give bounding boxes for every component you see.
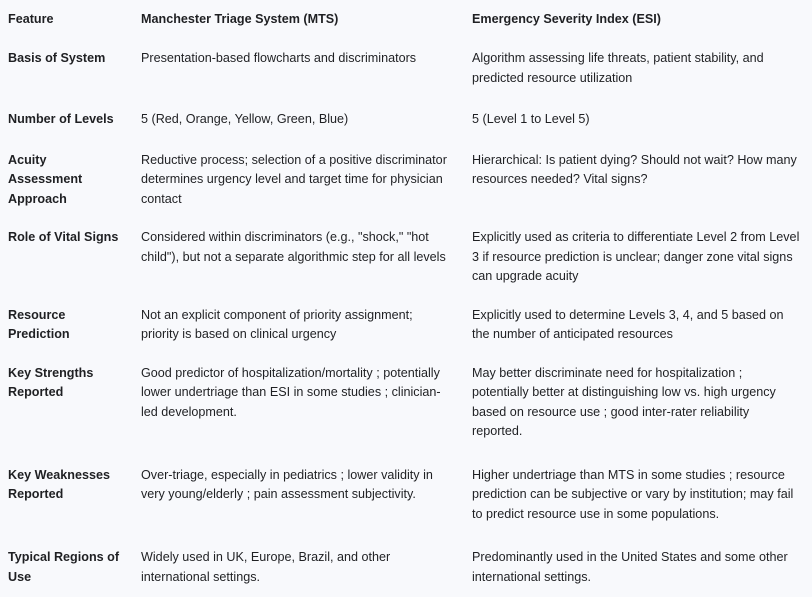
row-value-mts: Widely used in UK, Europe, Brazil, and other international settings. [141, 550, 391, 584]
column-header-mts: Manchester Triage System (MTS) [141, 12, 339, 26]
row-label: Acuity Assessment Approach [8, 152, 83, 206]
row-value-mts: Not an explicit component of priority assignment; priority is based on clinical urgency [141, 307, 413, 341]
row-value-esi: Predominantly used in the United States and some other international settings. [472, 550, 788, 584]
row-value-mts: Presentation-based flowcharts and discriminators [141, 51, 417, 65]
table-row [0, 537, 812, 597]
row-label: Typical Regions of Use [8, 550, 120, 584]
row-value-esi: Algorithm assessing life threats, patient stability, and predicted resource utilization [472, 51, 764, 85]
table-row [0, 40, 812, 99]
table-row [0, 218, 812, 296]
table-row [0, 141, 812, 219]
row-label: Basis of System [8, 51, 106, 65]
row-value-mts: Reductive process; selection of a positive discriminator determines urgency level and target time for physician contact [141, 152, 447, 206]
row-value-esi: Hierarchical: Is patient dying? Should not wait? How many resources needed? Vital signs? [472, 152, 797, 186]
column-header-esi: Emergency Severity Index (ESI) [472, 12, 661, 26]
row-value-esi: May better discriminate need for hospitalization ; potentially better at distinguishing low vs. high urgency based on resource use ; good inter-rater reliability reported. [472, 365, 776, 438]
column-header-feature: Feature [8, 12, 54, 26]
row-value-mts: Over-triage, especially in pediatrics ; lower validity in very young/elderly ; pain assessment subjectivity. [141, 467, 433, 501]
table-row [0, 455, 812, 538]
row-value-mts: Considered within discriminators (e.g., "shock," "hot child"), but not a separate algorithmic step for all levels [141, 230, 446, 264]
table-row [0, 99, 812, 141]
row-value-esi: Explicitly used as criteria to differentiate Level 2 from Level 3 if resource prediction is unclear; danger zone vital signs can upgrade acuity [472, 230, 800, 283]
row-label: Key Weaknesses Reported [8, 467, 110, 501]
row-value-mts: 5 (Red, Orange, Yellow, Green, Blue) [141, 112, 349, 126]
table-row [0, 354, 812, 455]
table-row [0, 296, 812, 354]
row-value-mts: Good predictor of hospitalization/mortality ; potentially lower undertriage than ESI in some studies ; clinician-led development. [141, 365, 441, 419]
row-label: Key Strengths Reported [8, 365, 94, 399]
row-value-esi: 5 (Level 1 to Level 5) [472, 112, 590, 126]
row-label: Role of Vital Signs [8, 230, 119, 244]
row-value-esi: Higher undertriage than MTS in some studies ; resource prediction can be subjective or vary by institution; may fail to predict resource use in some populations. [472, 467, 794, 521]
row-label: Number of Levels [8, 112, 114, 126]
table-header-row [0, 0, 812, 40]
row-label: Resource Prediction [8, 307, 70, 341]
row-value-esi: Explicitly used to determine Levels 3, 4, and 5 based on the number of anticipated resources [472, 307, 784, 341]
